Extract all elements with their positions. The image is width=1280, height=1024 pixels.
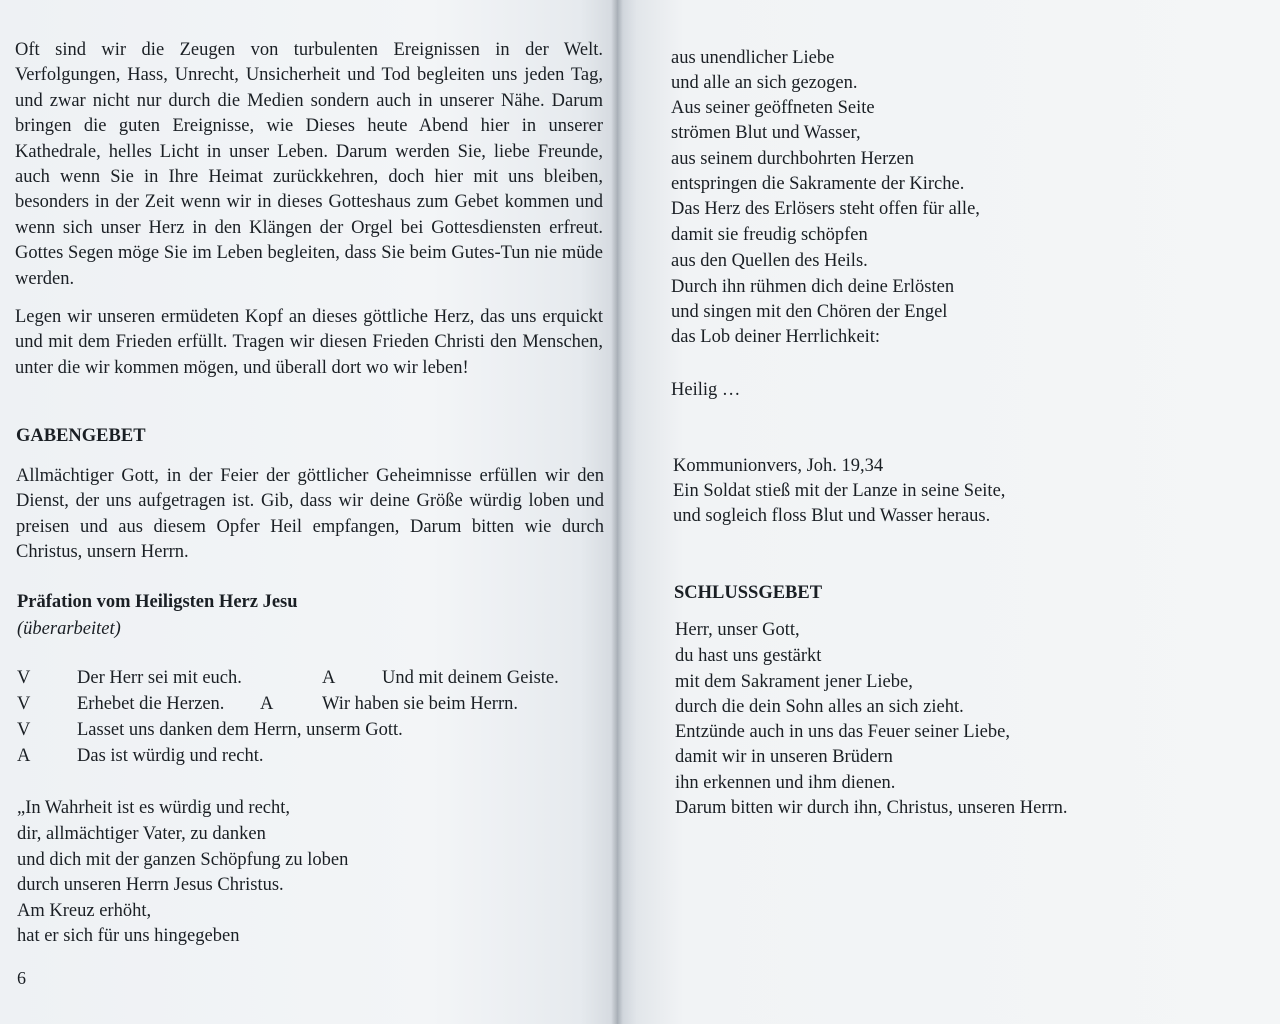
kommunion-line: Ein Soldat stieß mit der Lanze in seine Seite, bbox=[673, 481, 1006, 501]
preface-line: Durch ihn rühmen dich deine Erlösten bbox=[671, 277, 955, 297]
dialogue-response: Wir haben sie beim Herrn. bbox=[322, 694, 519, 714]
preface-line: Das Herz des Erlösers steht offen für alle, bbox=[671, 199, 980, 219]
kommunion-line: Kommunionvers, Joh. 19,34 bbox=[673, 456, 884, 476]
preface-line: hat er sich für uns hingegeben bbox=[17, 926, 240, 946]
preface-line: dir, allmächtiger Vater, zu danken bbox=[17, 824, 266, 844]
dialogue-text: Das ist würdig und recht. bbox=[77, 746, 264, 766]
kommunion-line: und sogleich floss Blut und Wasser heraus. bbox=[673, 506, 991, 526]
dialogue-role-response: A bbox=[260, 694, 274, 714]
preface-line: aus seinem durchbohrten Herzen bbox=[671, 149, 914, 169]
paragraph-herz: Legen wir unseren ermüdeten Kopf an dieses göttliche Herz, das uns erquickt und mit dem Frieden erfüllt. Tragen wir diesen Frieden Christi den Menschen, unter die wir kommen mögen, und überall dort wo wir leben! bbox=[15, 307, 603, 378]
dialogue-text: Erhebet die Herzen. bbox=[77, 694, 225, 714]
schlussgebet-line: Darum bitten wir durch ihn, Christus, unseren Herrn. bbox=[675, 798, 1068, 818]
schlussgebet-line: ihn erkennen und ihm dienen. bbox=[675, 773, 896, 793]
dialogue-text: Der Herr sei mit euch. bbox=[77, 668, 242, 688]
schlussgebet-line: Herr, unser Gott, bbox=[675, 620, 800, 640]
gabengebet-text: Allmächtiger Gott, in der Feier der göttlicher Geheimnisse erfüllen wir den Dienst, der uns aufgetragen ist. Gib, dass wir deine Größe würdig loben und preisen und aus diesem Opfer Heil empfangen, Darum bitten wie durch Christus, unsern Herrn. bbox=[16, 466, 604, 563]
dialogue-role-response: A bbox=[322, 668, 336, 688]
preface-line: und alle an sich gezogen. bbox=[671, 73, 858, 93]
dialogue-role: A bbox=[17, 746, 31, 766]
right-page bbox=[617, 0, 1280, 1024]
preface-line: damit sie freudig schöpfen bbox=[671, 225, 868, 245]
schlussgebet-line: du hast uns gestärkt bbox=[675, 646, 822, 666]
left-page bbox=[0, 0, 617, 1024]
preface-line: durch unseren Herrn Jesus Christus. bbox=[17, 875, 284, 895]
preface-line: aus den Quellen des Heils. bbox=[671, 251, 868, 271]
heading-praefation: Präfation vom Heiligsten Herz Jesu bbox=[17, 592, 298, 612]
preface-line: „In Wahrheit ist es würdig und recht, bbox=[17, 798, 291, 818]
heading-schlussgebet: SCHLUSSGEBET bbox=[674, 583, 823, 603]
paragraph-zeugen: Oft sind wir die Zeugen von turbulenten Ereignissen in der Welt. Verfolgungen, Hass, Unrecht, Unsicherheit und Tod begleiten uns jeden Tag, und zwar nicht nur durch die Medien sondern auch in unserer Nähe. Darum bringen die guten Ereignisse, wie Dieses heute Abend hier in unserer Kathedrale, helles Licht in unser Leben. Darum werden Sie, liebe Freunde, auch wenn Sie in Ihre Heimat zurückkehren, doch hier mit uns bleiben, besonders in der Zeit wenn wir in dieses Gotteshaus zum Gebet kommen und wenn sich unser Herz in den Klängen der Orgel bei Gottesdiensten erfreut. Gottes Segen möge Sie im Leben begleiten, dass Sie beim Gutes-Tun nie müde werden. bbox=[15, 40, 603, 289]
book-gutter bbox=[611, 0, 623, 1024]
preface-line: und dich mit der ganzen Schöpfung zu loben bbox=[17, 850, 349, 870]
page-number: 6 bbox=[17, 968, 26, 988]
dialogue-role: V bbox=[17, 694, 31, 714]
preface-line: entspringen die Sakramente der Kirche. bbox=[671, 174, 965, 194]
dialogue-response: Und mit deinem Geiste. bbox=[382, 668, 559, 688]
heading-gabengebet: GABENGEBET bbox=[16, 426, 146, 446]
schlussgebet-line: damit wir in unseren Brüdern bbox=[675, 747, 893, 767]
preface-line: aus unendlicher Liebe bbox=[671, 48, 835, 68]
preface-line: das Lob deiner Herrlichkeit: bbox=[671, 327, 881, 347]
praefation-subheading: (überarbeitet) bbox=[17, 619, 121, 639]
preface-line: Am Kreuz erhöht, bbox=[17, 901, 152, 921]
preface-line: und singen mit den Chören der Engel bbox=[671, 302, 948, 322]
preface-line: Aus seiner geöffneten Seite bbox=[671, 98, 875, 118]
preface-line: strömen Blut und Wasser, bbox=[671, 123, 861, 143]
schlussgebet-line: mit dem Sakrament jener Liebe, bbox=[675, 672, 913, 692]
dialogue-role: V bbox=[17, 720, 31, 740]
dialogue-text: Lasset uns danken dem Herrn, unserm Gott. bbox=[77, 720, 403, 740]
heilig-line: Heilig … bbox=[671, 380, 741, 400]
schlussgebet-line: Entzünde auch in uns das Feuer seiner Liebe, bbox=[675, 722, 1010, 742]
schlussgebet-line: durch die dein Sohn alles an sich zieht. bbox=[675, 697, 964, 717]
dialogue-role: V bbox=[17, 668, 31, 688]
